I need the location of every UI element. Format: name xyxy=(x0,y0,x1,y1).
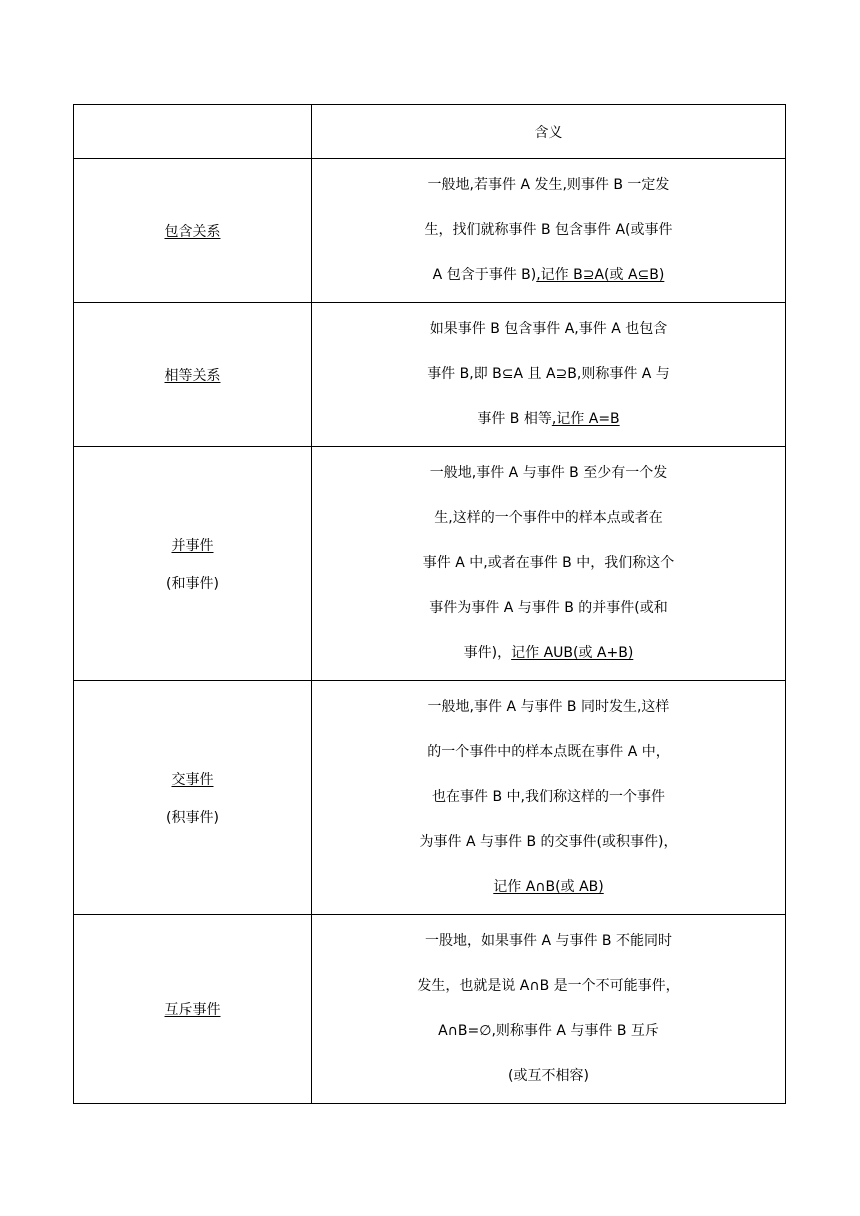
meaning-line xyxy=(312,253,785,298)
term-alt-label: (和事件) xyxy=(166,575,219,592)
table-row xyxy=(74,447,786,681)
header-row xyxy=(74,105,786,159)
term-cell xyxy=(74,447,312,681)
meaning-line: 生，找们就称事件 B 包含事件 A(或事件 xyxy=(424,222,673,238)
meaning-text: 事件)， xyxy=(463,645,512,661)
meaning-line: (或互不相容) xyxy=(508,1068,589,1084)
table-row xyxy=(74,159,786,303)
meaning-line: 如果事件 B 包含事件 A,事件 A 也包含 xyxy=(429,321,668,337)
meaning-line: 生,这样的一个事件中的样本点或者在 xyxy=(434,510,663,526)
notation-text: 记作 A∩B(或 AB) xyxy=(493,879,604,895)
header-cell-term xyxy=(74,105,312,159)
term-label: 交事件 xyxy=(171,771,214,788)
table-row xyxy=(74,303,786,447)
meaning-line: 事件 A 中,或者在事件 B 中，我们称这个 xyxy=(422,555,675,571)
meaning-line xyxy=(312,631,785,676)
meaning-line: 一般地,事件 A 与事件 B 至少有一个发 xyxy=(429,465,668,481)
meaning-line: 为事件 A 与事件 B 的交事件(或积事件)， xyxy=(419,834,678,850)
term-cell xyxy=(74,303,312,447)
meaning-cell xyxy=(312,159,786,303)
meaning-text: A 包含于事件 B) xyxy=(432,267,537,283)
meaning-line xyxy=(312,865,785,910)
meaning-line: 一股地，如果事件 A 与事件 B 不能同时 xyxy=(425,933,672,949)
meaning-line: 事件为事件 A 与事件 B 的并事件(或和 xyxy=(429,600,668,616)
header-cell-meaning: 含义 xyxy=(312,105,786,159)
term-cell xyxy=(74,159,312,303)
event-relations-table xyxy=(73,104,786,1104)
notation-text: ,记作 A=B xyxy=(551,411,620,427)
term-label: 包含关系 xyxy=(164,223,221,240)
term-cell xyxy=(74,681,312,915)
meaning-line xyxy=(312,397,785,442)
term-label: 互斥事件 xyxy=(164,1002,221,1018)
table-row xyxy=(74,915,786,1104)
notation-text: ,记作 B⊇A(或 A⊆B) xyxy=(536,267,665,283)
meaning-cell xyxy=(312,447,786,681)
term-cell xyxy=(74,915,312,1104)
term-label: 并事件 xyxy=(171,537,214,554)
meaning-line: A∩B=∅,则称事件 A 与事件 B 互斥 xyxy=(438,1023,659,1039)
notation-text: 记作 AUB(或 A+B) xyxy=(511,645,634,661)
meaning-line: 的一个事件中的样本点既在事件 A 中， xyxy=(427,744,670,760)
meaning-line: 发生，也就是说 A∩B 是一个不可能事件， xyxy=(417,978,680,994)
meaning-line: 一般地,事件 A 与事件 B 同时发生,这样 xyxy=(427,699,670,715)
meaning-line: 一般地,若事件 A 发生,则事件 B 一定发 xyxy=(427,177,670,193)
term-alt-label: (积事件) xyxy=(166,809,219,826)
meaning-line: 也在事件 B 中,我们称这样的一个事件 xyxy=(432,789,665,805)
table-row xyxy=(74,681,786,915)
meaning-cell xyxy=(312,303,786,447)
meaning-text: 事件 B 相等 xyxy=(477,411,552,427)
term-label: 相等关系 xyxy=(164,367,221,384)
meaning-line: 事件 B,即 B⊆A 且 A⊇B,则称事件 A 与 xyxy=(427,366,670,382)
meaning-cell xyxy=(312,915,786,1104)
meaning-cell xyxy=(312,681,786,915)
